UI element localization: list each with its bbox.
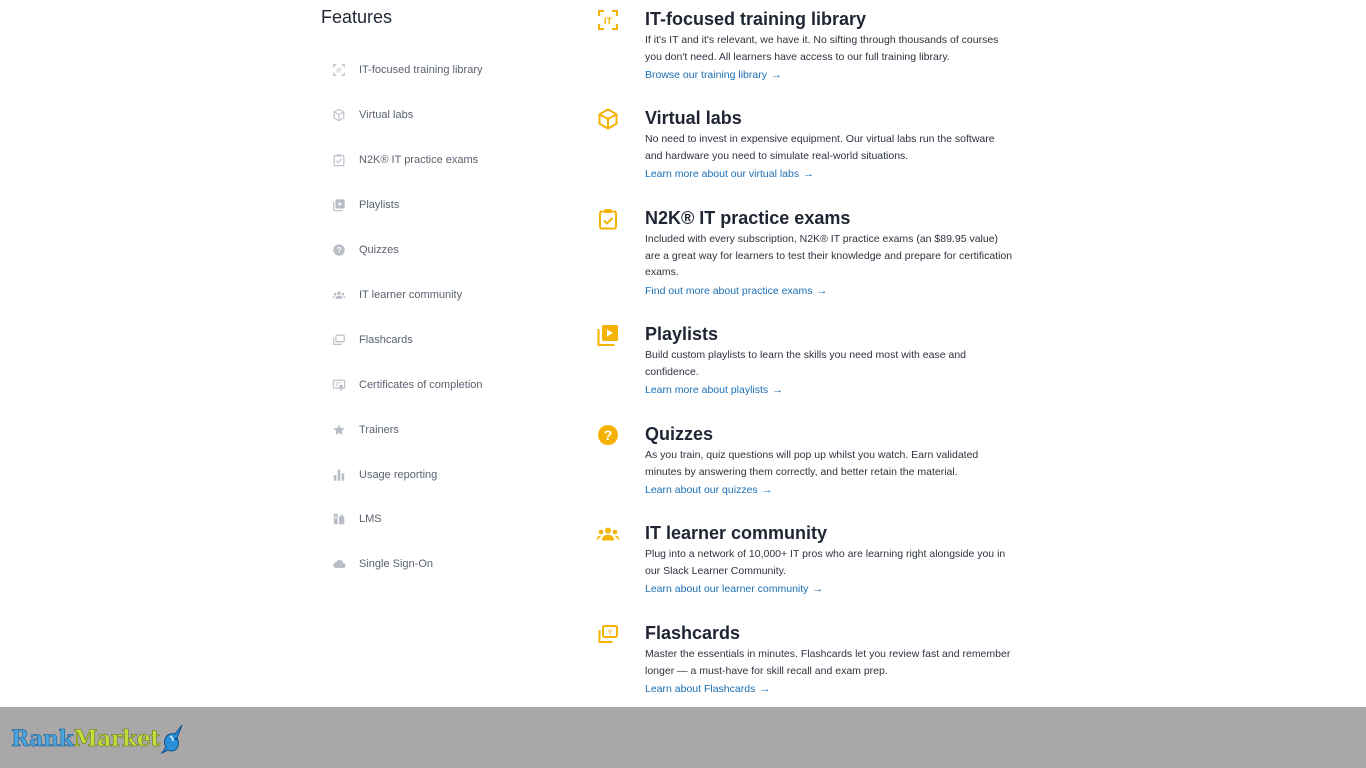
footer-bar	[0, 707, 1366, 768]
it-icon	[331, 62, 347, 78]
svg-text:?: ?	[607, 630, 613, 637]
unicorn-icon	[156, 723, 186, 755]
flashcards-icon	[596, 622, 620, 646]
star-icon	[331, 422, 347, 438]
feature-description: Build custom playlists to learn the skills you need most with ease and confidence.	[645, 349, 966, 378]
sidebar-item-label: Single Sign-On	[359, 558, 433, 570]
sidebar-item-label: Flashcards	[359, 334, 413, 346]
sidebar-item-label: Certificates of completion	[359, 379, 483, 391]
sidebar-item-playlists[interactable]	[331, 195, 551, 215]
community-icon	[596, 522, 620, 546]
svg-text:IT: IT	[336, 68, 342, 75]
feature-title: N2K® IT practice exams	[645, 208, 851, 228]
quizzes-link[interactable]: Learn about our quizzes →	[645, 484, 773, 496]
certificate-icon	[331, 377, 347, 393]
feature-title: IT-focused training library	[645, 9, 867, 29]
flashcards-link[interactable]: Learn about Flashcards →	[645, 683, 771, 695]
feature-title: Flashcards	[645, 623, 741, 643]
svg-text:?: ?	[603, 427, 613, 443]
arrow-right-icon: →	[816, 284, 828, 297]
feature-description: As you train, quiz questions will pop up whilst you watch. Earn validated minutes by answering them correctly, and better retain the material.	[645, 449, 979, 478]
it-icon	[596, 8, 620, 32]
feature-description: Plug into a network of 10,000+ IT pros who are learning right alongside you in our Slack Learner Community.	[645, 548, 1006, 577]
feature-description: If it's IT and it's relevant, we have it. No sifting through thousands of courses you don't need. All learners have access to our full training library.	[645, 34, 999, 63]
sidebar-item-label: Quizzes	[359, 244, 399, 256]
sidebar-item-label: N2K® IT practice exams	[359, 154, 479, 166]
question-icon	[596, 423, 620, 447]
sidebar-title: Features	[321, 7, 393, 27]
sidebar-item-learner-community[interactable]	[331, 285, 551, 305]
arrow-right-icon: →	[770, 69, 782, 81]
community-icon	[331, 287, 347, 303]
sidebar-item-single-sign-on[interactable]	[331, 554, 551, 574]
svg-text:?: ?	[336, 245, 342, 256]
feature-title: IT learner community	[645, 523, 828, 543]
feature-description: Included with every subscription, N2K® IT practice exams (an $89.95 value) are a great way for learners to test their knowledge and prepare for certification exams.	[645, 233, 1013, 278]
sidebar-item-label: Playlists	[359, 199, 400, 211]
feature-title: Virtual labs	[645, 108, 742, 128]
feature-title: Playlists	[645, 324, 719, 344]
arrow-right-icon: →	[812, 583, 824, 595]
sidebar-item-lms[interactable]	[331, 509, 551, 529]
flashcards-icon	[331, 332, 347, 348]
browse-training-library-link[interactable]: Browse our training library →	[645, 69, 782, 81]
sidebar-item-training-library[interactable]	[331, 60, 551, 80]
sidebar-item-label: Trainers	[359, 424, 399, 436]
feature-description: No need to invest in expensive equipment. Our virtual labs run the software and hardware you need to simulate real-world situations.	[645, 133, 995, 162]
sidebar-item-practice-exams[interactable]	[331, 150, 551, 170]
virtual-labs-link[interactable]: Learn more about our virtual labs →	[645, 168, 815, 180]
lms-icon	[331, 511, 347, 527]
cloud-icon	[331, 556, 347, 572]
playlist-icon	[596, 323, 620, 347]
sidebar-item-flashcards[interactable]	[331, 330, 551, 350]
arrow-right-icon: →	[772, 384, 784, 396]
sidebar-item-virtual-labs[interactable]	[331, 105, 551, 125]
logo-rank-text: Rank	[11, 726, 74, 752]
arrow-right-icon: →	[803, 168, 815, 180]
learner-community-link[interactable]: Learn about our learner community →	[645, 583, 824, 595]
clipboard-check-icon	[596, 207, 620, 231]
practice-exams-link[interactable]: Find out more about practice exams →	[645, 284, 828, 297]
question-icon	[331, 242, 347, 258]
rankmarket-logo	[11, 723, 186, 755]
arrow-right-icon: →	[759, 683, 771, 695]
playlist-icon	[331, 197, 347, 213]
sidebar-item-label: Virtual labs	[359, 109, 414, 121]
sidebar-item-certificates[interactable]	[331, 375, 551, 395]
bar-chart-icon	[331, 467, 347, 483]
clipboard-check-icon	[331, 152, 347, 168]
playlists-link[interactable]: Learn more about playlists →	[645, 384, 784, 396]
feature-description: Master the essentials in minutes. Flashcards let you review fast and remember longer — a must-have for skill recall and exam prep.	[645, 648, 1011, 677]
svg-text:IT: IT	[604, 16, 612, 26]
sidebar-item-trainers[interactable]	[331, 420, 551, 440]
feature-title: Quizzes	[645, 424, 714, 444]
sidebar-item-usage-reporting[interactable]	[331, 465, 551, 485]
sidebar-item-label: Usage reporting	[359, 469, 438, 481]
cube-icon	[596, 107, 620, 131]
sidebar-item-quizzes[interactable]	[331, 240, 551, 260]
sidebar-item-label: LMS	[359, 513, 382, 525]
logo-market-text: Market	[73, 726, 160, 752]
arrow-right-icon: →	[761, 484, 773, 496]
sidebar-item-label: IT learner community	[359, 289, 463, 301]
sidebar-item-label: IT-focused training library	[359, 64, 483, 76]
cube-icon	[331, 107, 347, 123]
